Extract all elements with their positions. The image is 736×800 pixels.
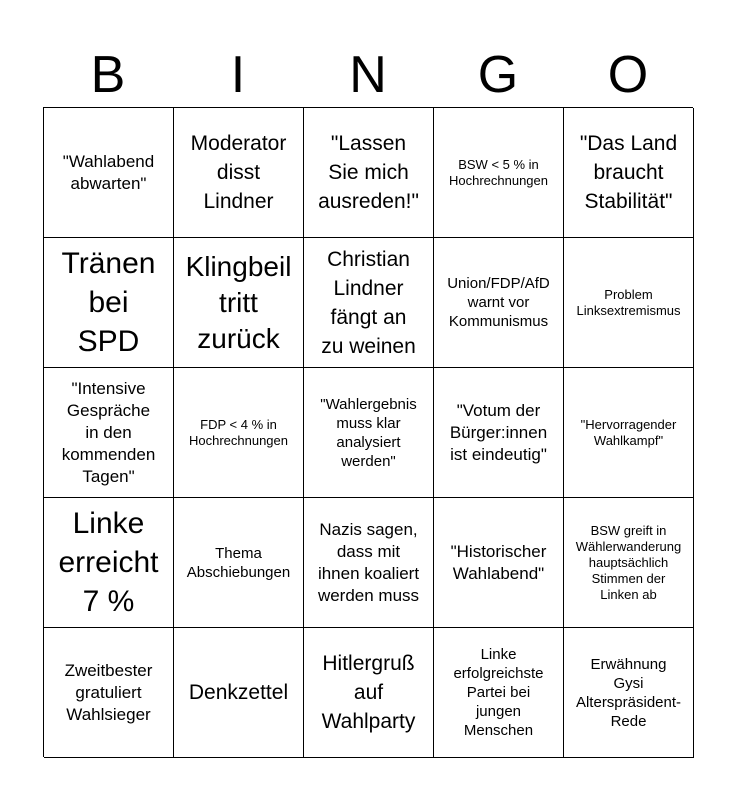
bingo-cell[interactable] bbox=[174, 108, 304, 238]
header-letter-b: B bbox=[90, 46, 126, 104]
bingo-cell[interactable] bbox=[304, 108, 434, 238]
cell-text: "Lassen Sie mich ausreden!" bbox=[318, 132, 419, 213]
bingo-cell[interactable] bbox=[434, 498, 564, 628]
bingo-cell[interactable] bbox=[304, 628, 434, 758]
cell-text: Linke erreicht 7 % bbox=[58, 507, 159, 618]
cell-text: Klingbeil tritt zurück bbox=[185, 250, 292, 354]
cell-text: "Hervorragender Wahlkampf" bbox=[580, 416, 677, 448]
bingo-cell[interactable] bbox=[174, 368, 304, 498]
cell-text: Denkzettel bbox=[188, 681, 289, 704]
bingo-cell[interactable] bbox=[174, 628, 304, 758]
cell-text: Linke erfolgreichste Partei bei jungen Menschen bbox=[453, 646, 544, 739]
bingo-cell[interactable] bbox=[174, 498, 304, 628]
bingo-cell[interactable] bbox=[44, 628, 174, 758]
bingo-header bbox=[43, 45, 693, 105]
cell-text: "Votum der Bürger:innen ist eindeutig" bbox=[449, 400, 548, 464]
bingo-cell[interactable] bbox=[564, 368, 694, 498]
bingo-cell[interactable] bbox=[434, 238, 564, 368]
cell-text: Christian Lindner fängt an zu weinen bbox=[321, 247, 416, 358]
cell-text: Problem Linksextremismus bbox=[576, 286, 681, 318]
bingo-cell[interactable] bbox=[564, 498, 694, 628]
header-letter-g: G bbox=[477, 46, 519, 104]
cell-text: Erwähnung Gysi Alterspräsident- Rede bbox=[575, 655, 682, 730]
bingo-cell[interactable] bbox=[44, 498, 174, 628]
cell-text: "Historischer Wahlabend" bbox=[450, 541, 547, 583]
bingo-cell[interactable] bbox=[44, 238, 174, 368]
bingo-cell[interactable] bbox=[44, 108, 174, 238]
cell-text: Tränen bei SPD bbox=[61, 247, 156, 358]
bingo-cell[interactable] bbox=[434, 108, 564, 238]
bingo-cell[interactable] bbox=[434, 368, 564, 498]
cell-text: Moderator disst Lindner bbox=[190, 132, 287, 213]
cell-text: Thema Abschiebungen bbox=[186, 544, 291, 581]
cell-text: "Wahlergebnis muss klar analysiert werden" bbox=[320, 395, 417, 470]
bingo-cell[interactable] bbox=[304, 368, 434, 498]
bingo-cell[interactable] bbox=[304, 238, 434, 368]
cell-text: Zweitbester gratuliert Wahlsieger bbox=[64, 660, 153, 724]
cell-text: BSW < 5 % in Hochrechnungen bbox=[448, 156, 549, 188]
cell-text: "Das Land braucht Stabilität" bbox=[579, 132, 678, 213]
cell-text: Union/FDP/AfD warnt vor Kommunismus bbox=[447, 275, 550, 330]
cell-text: FDP < 4 % in Hochrechnungen bbox=[188, 416, 289, 448]
cell-text: BSW greift in Wählerwanderung hauptsächlich Stimmen der Linken ab bbox=[575, 522, 682, 602]
header-letter-i: I bbox=[230, 46, 246, 104]
bingo-cell[interactable] bbox=[304, 498, 434, 628]
bingo-cell[interactable] bbox=[174, 238, 304, 368]
cell-text: Nazis sagen, dass mit ihnen koaliert werden muss bbox=[317, 519, 420, 605]
cell-text: "Wahlabend abwarten" bbox=[62, 151, 155, 193]
bingo-card-grid bbox=[43, 107, 693, 757]
cell-text: Hitlergruß auf Wahlparty bbox=[321, 652, 416, 733]
bingo-cell[interactable] bbox=[564, 628, 694, 758]
bingo-cell[interactable] bbox=[564, 238, 694, 368]
bingo-cell[interactable] bbox=[434, 628, 564, 758]
bingo-cell[interactable] bbox=[44, 368, 174, 498]
header-letter-o: O bbox=[607, 46, 649, 104]
bingo-cell[interactable] bbox=[564, 108, 694, 238]
header-letter-n: N bbox=[349, 46, 387, 104]
cell-text: "Intensive Gespräche in den kommenden Tagen" bbox=[61, 378, 156, 486]
